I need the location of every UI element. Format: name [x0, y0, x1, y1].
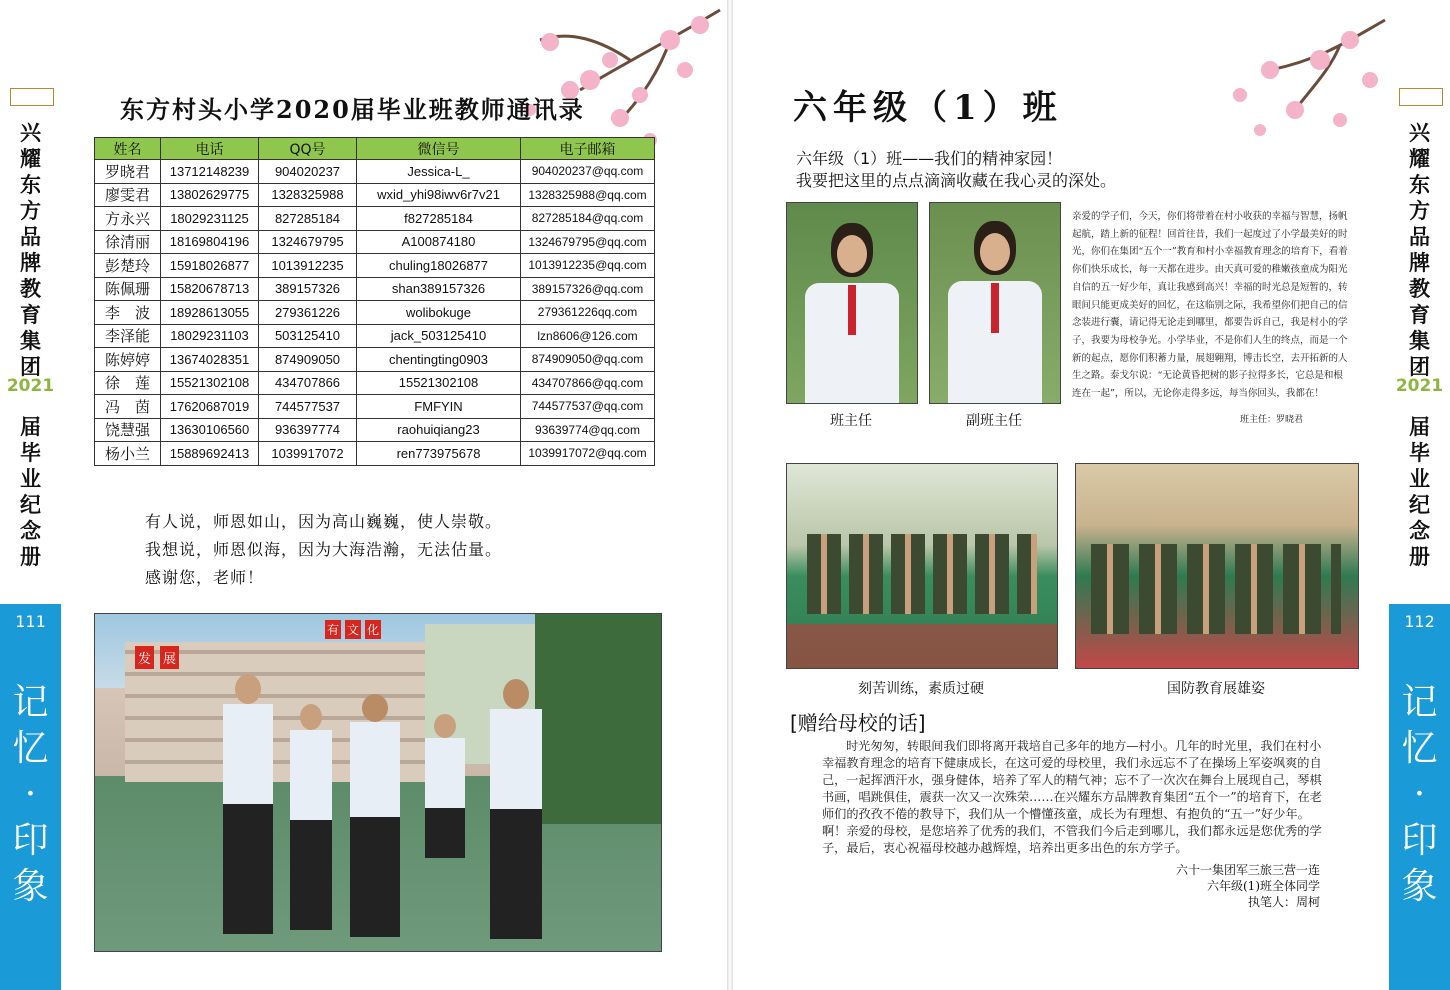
cell-name: 李泽能 — [95, 324, 161, 348]
spine-year: 2021 — [6, 376, 55, 396]
cherry-blossom-right — [1200, 0, 1388, 160]
cell-name: 杨小兰 — [95, 442, 161, 466]
cell-qq: 874909050 — [259, 348, 357, 372]
table-row — [95, 207, 655, 231]
page-number-left: 111 — [15, 612, 46, 631]
banner-char: 文 — [345, 620, 361, 639]
teacher-poem — [145, 508, 502, 592]
cell-phone: 13630106560 — [161, 418, 259, 442]
cell-email: 827285184@qq.com — [521, 207, 655, 231]
intro-line: 我要把这里的点点滴滴收藏在我心灵的深处。 — [796, 171, 1117, 190]
brand-logo — [10, 88, 54, 106]
cell-wechat: raohuiqiang23 — [357, 418, 521, 442]
table-row — [95, 160, 655, 184]
signature-line: 执笔人：周柯 — [1247, 895, 1320, 909]
cell-email: 1324679795@qq.com — [521, 230, 655, 254]
col-header-phone: 电话 — [161, 138, 259, 160]
cell-email: lzn8606@126.com — [521, 324, 655, 348]
caption-training: 刻苦训练，素质过硬 — [858, 681, 984, 697]
cell-qq: 1328325988 — [259, 183, 357, 207]
col-header-qq: QQ号 — [259, 138, 357, 160]
cell-name: 廖雯君 — [95, 183, 161, 207]
teacher-letter-signature: 班主任：罗晓君 — [1240, 415, 1304, 425]
cell-phone: 15521302108 — [161, 371, 259, 395]
poem-line: 感谢您，老师！ — [145, 568, 265, 587]
intro-line: 六年级（1）班——我们的精神家园！ — [796, 149, 1063, 168]
banner-char: 化 — [365, 620, 381, 639]
spine-memory — [0, 680, 61, 910]
cell-email: 1039917072@qq.com — [521, 442, 655, 466]
cell-wechat: chuling18026877 — [357, 254, 521, 278]
table-row — [95, 277, 655, 301]
table-row — [95, 442, 655, 466]
gift-message-signature — [1160, 862, 1320, 910]
cell-phone: 17620687019 — [161, 395, 259, 419]
table-row — [95, 395, 655, 419]
defense-photo — [1075, 463, 1359, 669]
table-row — [95, 348, 655, 372]
spine-memory — [1389, 680, 1450, 910]
col-header-name: 姓名 — [95, 138, 161, 160]
spine-brand — [0, 120, 61, 380]
cell-name: 罗晓君 — [95, 160, 161, 184]
cell-qq: 503125410 — [259, 324, 357, 348]
cell-wechat: ren773975678 — [357, 442, 521, 466]
caption-head-teacher: 班主任 — [830, 413, 872, 429]
brand-logo — [1399, 88, 1443, 106]
cell-email: 874909050@qq.com — [521, 348, 655, 372]
cell-qq: 936397774 — [259, 418, 357, 442]
table-row — [95, 230, 655, 254]
cell-email: 93639774@qq.com — [521, 418, 655, 442]
cell-name: 李 波 — [95, 301, 161, 325]
spine-memory-text: 记忆·印象 — [12, 682, 49, 907]
cell-phone: 15918026877 — [161, 254, 259, 278]
assistant-teacher-photo — [929, 202, 1061, 404]
cell-wechat: shan389157326 — [357, 277, 521, 301]
book-gutter — [727, 0, 733, 990]
cell-email: 904020237@qq.com — [521, 160, 655, 184]
caption-assistant-teacher: 副班主任 — [966, 413, 1022, 429]
cell-phone: 18928613055 — [161, 301, 259, 325]
training-photo — [786, 463, 1058, 669]
poem-line: 有人说，师恩如山，因为高山巍巍，使人崇敬。 — [145, 512, 503, 531]
cell-name: 饶慧强 — [95, 418, 161, 442]
spine-book — [1389, 414, 1450, 570]
cell-name: 徐清丽 — [95, 230, 161, 254]
cell-qq: 827285184 — [259, 207, 357, 231]
cell-wechat: f827285184 — [357, 207, 521, 231]
table-row — [95, 324, 655, 348]
cell-email: 1013912235@qq.com — [521, 254, 655, 278]
cell-name: 冯 茵 — [95, 395, 161, 419]
cell-wechat: wxid_yhi98iwv6r7v21 — [357, 183, 521, 207]
cell-phone: 13802629775 — [161, 183, 259, 207]
table-row — [95, 371, 655, 395]
cell-name: 彭楚玲 — [95, 254, 161, 278]
cell-qq: 1013912235 — [259, 254, 357, 278]
teacher-letter: 亲爱的学子们，今天，你们将带着在村小收获的幸福与智慧，扬帆起航，踏上新的征程！回首往昔，我们一起度过了小学最美好的时光，你们在集团“五个一”教育和村小幸福教育理念的培育下，看着你们快乐成长，每一天都在进步。由天真可爱的稚嫩孩童成为阳光自信的五一好少年，真让我感到高兴！幸福的时光总是短暂的，转眼间只能更成美好的回忆，在这临别之际，我希望你们把自己的信念装进行囊，请记得无论走到哪里，都要告诉自己，我是村小的学子，我要为母校争光。小学毕业，不是你们人生的终点，而是一个新的起点，愿你们积蓄力量，展翅翱翔，博击长空，去开拓新的人生之路。泰戈尔说：“无论黄昏把树的影子拉得多长，它总是和根连在一起”，所以，无论你走得多远，每当你回头，我都在！ — [1072, 211, 1348, 400]
cell-email: 279361226qq.com — [521, 301, 655, 325]
cell-email: 1328325988@qq.com — [521, 183, 655, 207]
banner-char: 展 — [160, 646, 179, 669]
cell-wechat: Jessica-L_ — [357, 160, 521, 184]
table-row — [95, 301, 655, 325]
spine-book-text: 届毕业纪念册 — [1409, 415, 1430, 569]
cell-email: 434707866@qq.com — [521, 371, 655, 395]
spine-brand-text: 兴耀东方品牌教育集团 — [20, 121, 41, 379]
table-row — [95, 254, 655, 278]
gift-message-text: 时光匆匆，转眼间我们即将离开栽培自己多年的地方—村小。几年的时光里，我们在村小幸福教育理念的培育下健康成长，在这可爱的母校里，我们永远忘不了在操场上军姿飒爽的自己，一起挥洒汗水，强身健体，培养了军人的精气神；忘不了一次次在舞台上展现自己，琴棋书画，唱跳俱佳，震获一次又一次殊荣……在兴耀东方品牌教育集团“五个一”的培育下，在老师们的孜孜不倦的教导下，我们从一个懵懂孩童，成长为有理想、有抱负的“五一”好少年。啊！亲爱的母校，是您培养了优秀的我们，不管我们今后走到哪儿，我们都永远是您优秀的学子，最后，衷心祝福母校越办越辉煌，培养出更多出色的东方学子。 — [822, 739, 1322, 855]
head-teacher-photo — [786, 202, 918, 404]
spine-book-text: 届毕业纪念册 — [20, 415, 41, 569]
table-header-row — [95, 138, 655, 160]
signature-line: 六年级(1)班全体同学 — [1207, 879, 1320, 893]
teacher-directory-table — [94, 137, 655, 466]
cell-phone: 18029231103 — [161, 324, 259, 348]
cell-qq: 1039917072 — [259, 442, 357, 466]
cell-phone: 13674028351 — [161, 348, 259, 372]
cell-wechat: FMFYIN — [357, 395, 521, 419]
spine-memory-text: 记忆·印象 — [1401, 682, 1438, 907]
cell-phone: 18029231125 — [161, 207, 259, 231]
col-header-wechat: 微信号 — [357, 138, 521, 160]
caption-defense: 国防教育展雄姿 — [1167, 681, 1265, 697]
cell-phone: 18169804196 — [161, 230, 259, 254]
gift-message-body — [822, 738, 1322, 857]
spine-brand-text: 兴耀东方品牌教育集团 — [1409, 121, 1430, 379]
cell-phone: 15820678713 — [161, 277, 259, 301]
poem-line: 我想说，师恩似海，因为大海浩瀚，无法估量。 — [145, 540, 503, 559]
directory-title: 东方村头小学2020届毕业班教师通讯录 — [120, 95, 585, 124]
cell-name: 方永兴 — [95, 207, 161, 231]
table-row — [95, 183, 655, 207]
right-spine — [1389, 0, 1450, 990]
cell-wechat: wolibokuge — [357, 301, 521, 325]
col-header-email: 电子邮箱 — [521, 138, 655, 160]
cell-wechat: 15521302108 — [357, 371, 521, 395]
cell-wechat: chentingting0903 — [357, 348, 521, 372]
cell-wechat: jack_503125410 — [357, 324, 521, 348]
cell-qq: 744577537 — [259, 395, 357, 419]
spine-brand — [1389, 120, 1450, 380]
class-intro — [796, 148, 1116, 192]
spine-year: 2021 — [1395, 376, 1444, 396]
cell-email: 389157326@qq.com — [521, 277, 655, 301]
cell-phone: 13712148239 — [161, 160, 259, 184]
class-title: 六年级（1）班 — [793, 88, 1063, 128]
table-row — [95, 418, 655, 442]
banner-char: 发 — [135, 646, 154, 669]
cell-name: 陈佩珊 — [95, 277, 161, 301]
cell-qq: 904020237 — [259, 160, 357, 184]
cell-wechat: A100874180 — [357, 230, 521, 254]
table-body — [95, 160, 655, 466]
page-number-right: 112 — [1404, 612, 1435, 631]
left-spine — [0, 0, 61, 990]
teachers-group-photo — [94, 613, 662, 952]
cell-qq: 434707866 — [259, 371, 357, 395]
cell-qq: 279361226 — [259, 301, 357, 325]
cell-name: 陈婷婷 — [95, 348, 161, 372]
signature-line: 六十一集团军三旅三营一连 — [1175, 863, 1320, 877]
cell-qq: 1324679795 — [259, 230, 357, 254]
gift-message-title: [赠给母校的话] — [790, 711, 926, 735]
spine-book — [0, 414, 61, 570]
cell-qq: 389157326 — [259, 277, 357, 301]
cell-email: 744577537@qq.com — [521, 395, 655, 419]
cell-name: 徐 莲 — [95, 371, 161, 395]
cell-phone: 15889692413 — [161, 442, 259, 466]
banner-char: 有 — [325, 620, 341, 639]
